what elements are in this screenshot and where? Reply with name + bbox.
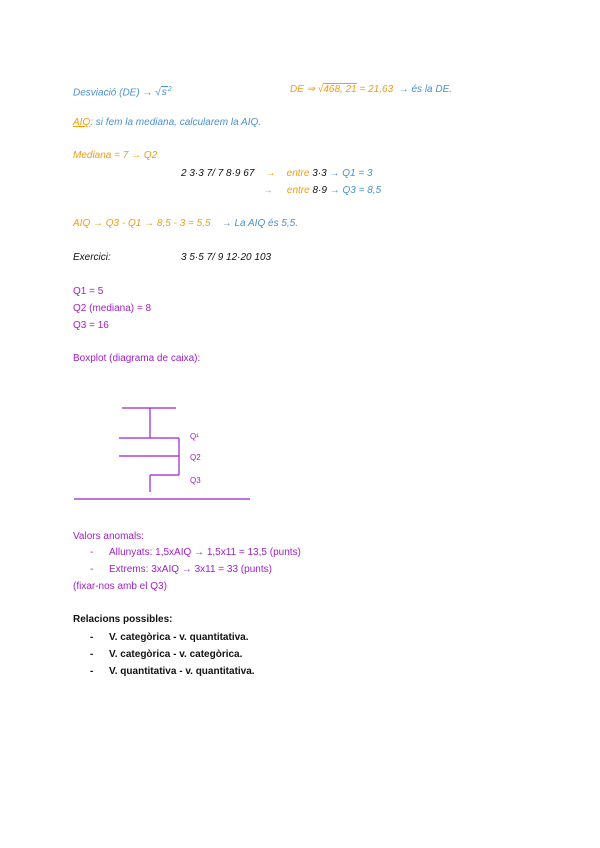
aiq-intro bbox=[73, 117, 261, 129]
de-sqrt: √468, 21 bbox=[317, 84, 357, 95]
q1-values: 3·3 bbox=[312, 168, 327, 179]
std-dev-label bbox=[73, 84, 172, 99]
aiq-intro-text: : si fem la mediana, calcularem la AIQ. bbox=[90, 117, 262, 128]
relation-item-3: V. quantitativa - v. quantitativa. bbox=[109, 666, 255, 677]
arrow-1: → bbox=[265, 168, 276, 179]
std-dev-result bbox=[290, 84, 452, 96]
aiq-formula: AIQ → Q3 - Q1 → 8,5 - 3 = 5,5 bbox=[73, 218, 211, 229]
quartile-q1: Q1 = 5 bbox=[73, 286, 104, 297]
relations-title: Relacions possibles: bbox=[73, 614, 173, 625]
relation-item-1: V. categòrica - v. quantitativa. bbox=[109, 632, 249, 643]
outliers-title: Valors anomals: bbox=[73, 531, 144, 542]
outlier-bullet-1: - bbox=[90, 547, 94, 558]
std-dev-label-text: Desviació (DE) → bbox=[73, 87, 153, 99]
aiq-conclusion: → La AIQ és 5,5. bbox=[221, 218, 299, 229]
boxplot-title: Boxplot (diagrama de caixa): bbox=[73, 353, 201, 364]
quartile-q2: Q2 (mediana) = 8 bbox=[73, 303, 152, 314]
boxplot-diagram bbox=[60, 395, 260, 510]
quartile-q3: Q3 = 16 bbox=[73, 320, 109, 331]
aiq-term: AIQ bbox=[73, 117, 91, 128]
exercise-data: 3 5·5 7/ 9 12·20 103 bbox=[181, 252, 272, 263]
relation-bullet-2: - bbox=[90, 649, 94, 660]
outlier-item-1: Allunyats: 1,5xAIQ → 1,5x11 = 13,5 (punts) bbox=[109, 547, 301, 558]
q3-line bbox=[263, 185, 381, 197]
aiq-calc bbox=[73, 218, 298, 230]
outliers-note: (fixar-nos amb el Q3) bbox=[73, 581, 167, 592]
outlier-bullet-2: - bbox=[90, 564, 94, 575]
sqrt-s2: $√s^2$ bbox=[155, 86, 172, 99]
outlier-item-2: Extrems: 3xAIQ → 3x11 = 33 (punts) bbox=[109, 564, 272, 575]
relation-bullet-1: - bbox=[90, 632, 94, 643]
de-suffix: → és la DE. bbox=[398, 84, 453, 95]
sqrt-exponent: 2 bbox=[167, 86, 172, 93]
q3-between: entre bbox=[286, 185, 310, 196]
arrow-2: → bbox=[263, 185, 273, 196]
median-label: Mediana = 7 → Q2 bbox=[73, 150, 158, 161]
median-data-line bbox=[181, 168, 373, 180]
boxplot-label-q1: Q¹ bbox=[190, 432, 199, 441]
boxplot-label-q2: Q2 bbox=[190, 453, 201, 462]
median-data: 2 3·3 7/ 7 8·9 67 bbox=[181, 168, 255, 179]
q3-result: → Q3 = 8,5 bbox=[329, 185, 382, 196]
relation-item-2: V. categòrica - v. categòrica. bbox=[109, 649, 243, 660]
q3-values: 8·9 bbox=[312, 185, 327, 196]
relation-bullet-3: - bbox=[90, 666, 94, 677]
exercise-label: Exercici: bbox=[73, 252, 111, 263]
de-prefix: DE ⇒ bbox=[290, 84, 316, 95]
de-radicand: 468, 21 bbox=[323, 84, 357, 95]
q1-result: → Q1 = 3 bbox=[329, 168, 373, 179]
sqrt-radicand: s bbox=[161, 87, 167, 99]
de-value: = 21,63 bbox=[359, 84, 394, 95]
boxplot-label-q3: Q3 bbox=[190, 476, 201, 485]
q1-between: entre bbox=[286, 168, 310, 179]
